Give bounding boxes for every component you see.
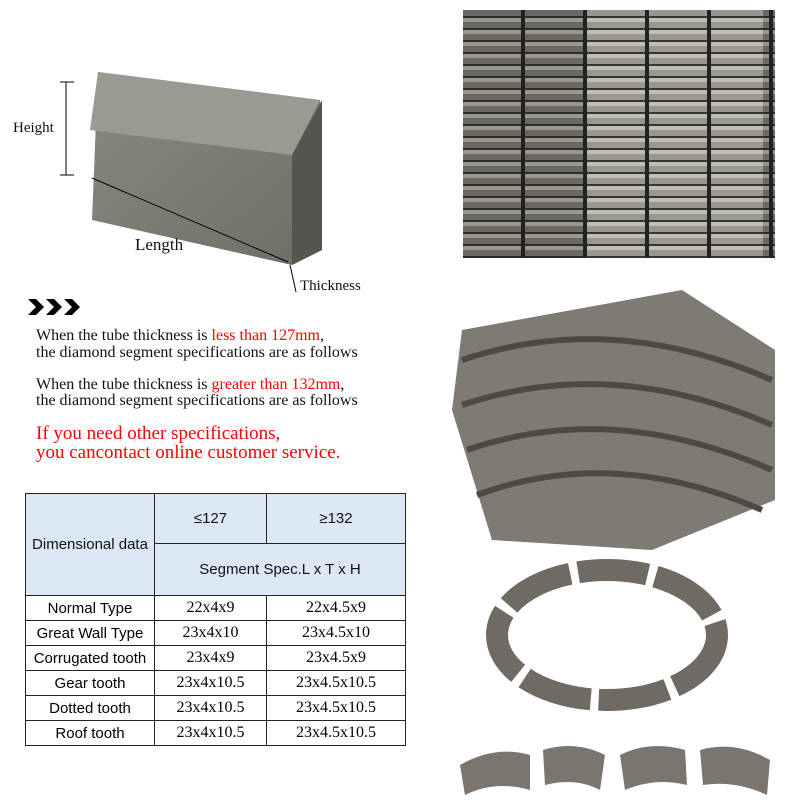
spec-ge-132: 22x4.5x9 xyxy=(267,596,406,621)
spec-ge-132: 23x4.5x10 xyxy=(267,621,406,646)
table-row xyxy=(26,721,406,746)
segment-type: Great Wall Type xyxy=(26,621,155,646)
spec-le-127: 23x4x10.5 xyxy=(155,671,267,696)
spec-ge-132: 23x4.5x9 xyxy=(267,646,406,671)
ring-segments-photo xyxy=(455,555,775,800)
segment-type: Normal Type xyxy=(26,596,155,621)
note-less-than: When the tube thickness is less than 127mm, xyxy=(36,327,324,344)
segment-type: Roof tooth xyxy=(26,721,155,746)
spec-ge-132: 23x4.5x10.5 xyxy=(267,671,406,696)
header-le-127: ≤127 xyxy=(155,494,267,544)
spec-table xyxy=(25,493,406,746)
table-row xyxy=(26,696,406,721)
contact-line2: you cancontact online customer service. xyxy=(36,442,341,463)
spec-le-127: 23x4x10.5 xyxy=(155,696,267,721)
thickness-label: Thickness xyxy=(300,278,361,294)
stacked-segments-photo xyxy=(463,10,775,258)
segment-type: Corrugated tooth xyxy=(26,646,155,671)
note-line2: the diamond segment specifications are as follows xyxy=(36,344,358,361)
header-ge-132: ≥132 xyxy=(267,494,406,544)
note-greater-than: When the tube thickness is greater than 132mm, xyxy=(36,376,345,393)
spec-le-127: 22x4x9 xyxy=(155,596,267,621)
spec-ge-132: 23x4.5x10.5 xyxy=(267,721,406,746)
segment-type: Gear tooth xyxy=(26,671,155,696)
table-row xyxy=(26,671,406,696)
spec-le-127: 23x4x10.5 xyxy=(155,721,267,746)
segment-block-image xyxy=(0,60,380,300)
spec-le-127: 23x4x10 xyxy=(155,621,267,646)
note-line4: the diamond segment specifications are as follows xyxy=(36,392,358,409)
length-label: Length xyxy=(135,235,184,254)
segment-diagram xyxy=(0,60,380,300)
chevrons-icon xyxy=(28,297,84,322)
table-row xyxy=(26,646,406,671)
table-row xyxy=(26,621,406,646)
table-row xyxy=(26,596,406,621)
spec-le-127: 23x4x9 xyxy=(155,646,267,671)
header-segment-spec: Segment Spec.L x T x H xyxy=(155,544,406,596)
patterned-segments-photo xyxy=(452,290,775,550)
segment-type: Dotted tooth xyxy=(26,696,155,721)
header-dimensional-data: Dimensional data xyxy=(26,494,155,596)
contact-line1: If you need other specifications, xyxy=(36,423,281,444)
spec-ge-132: 23x4.5x10.5 xyxy=(267,696,406,721)
height-label: Height xyxy=(13,120,54,136)
